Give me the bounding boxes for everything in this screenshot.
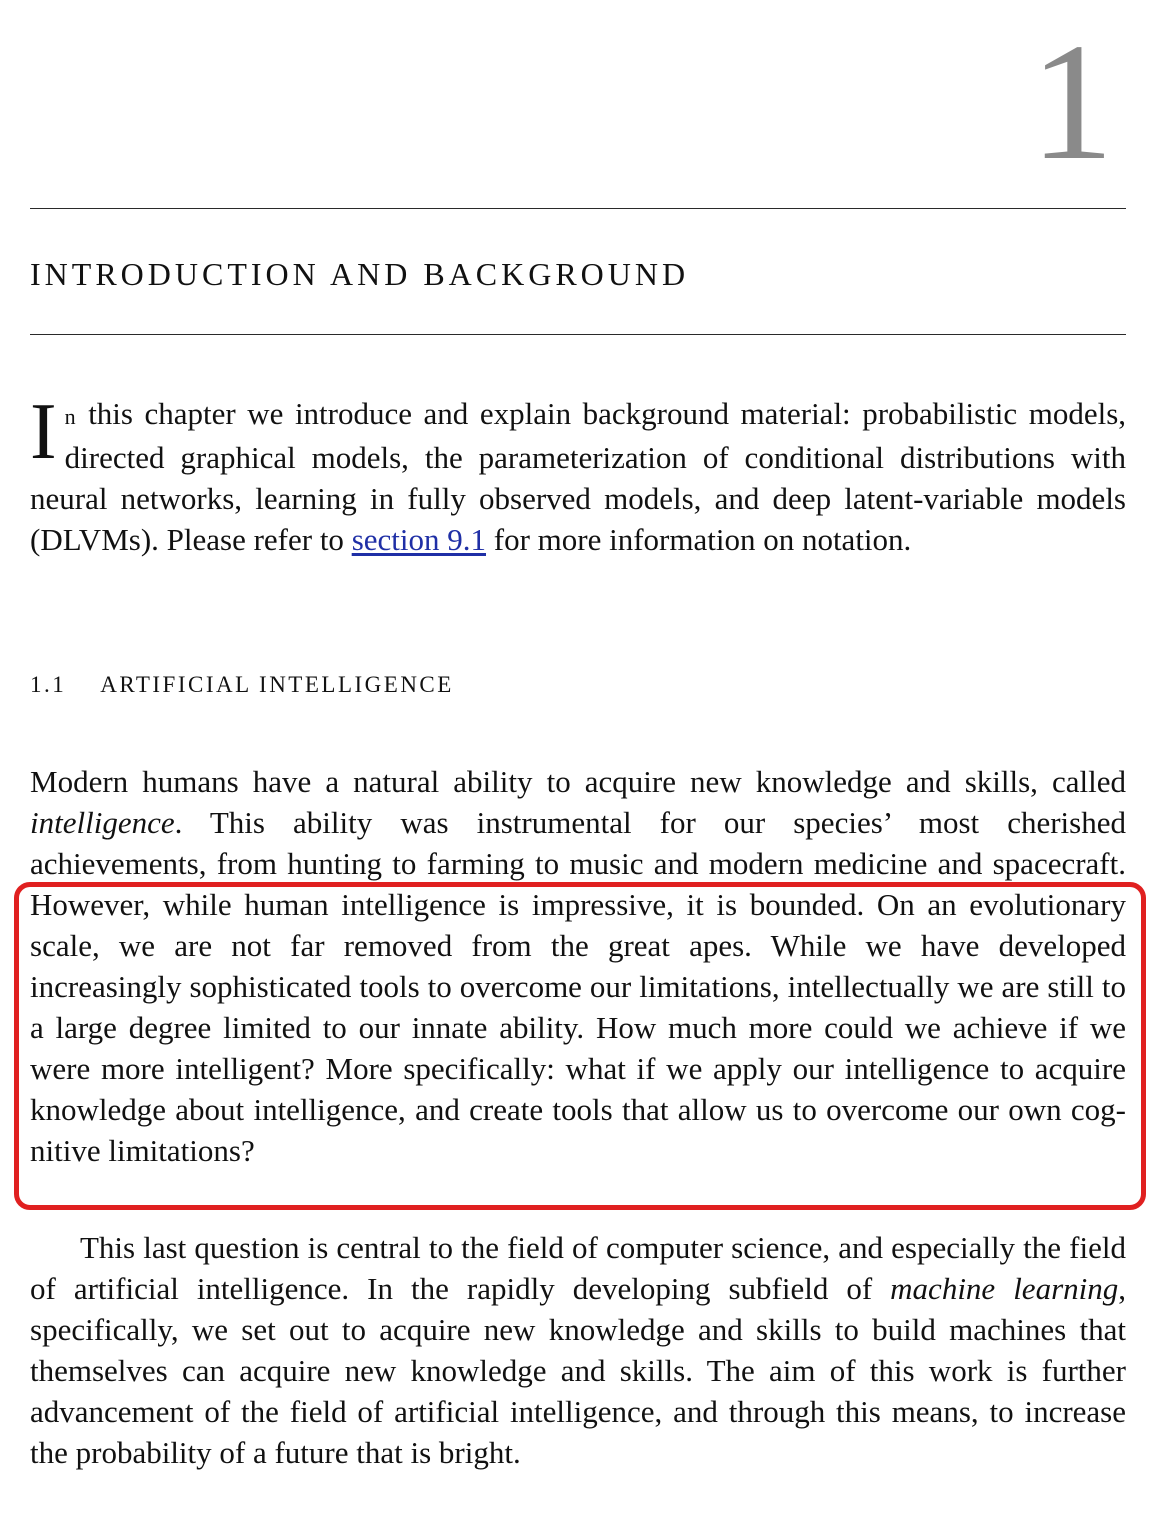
para1-italic-term: intelligence <box>30 805 175 840</box>
section-title: ARTIFICIAL INTELLIGENCE <box>100 672 454 697</box>
section-reference-link[interactable]: section 9.1 <box>351 522 486 557</box>
para2-text: This last question is central to the field of computer science, and especially the field of artificial intelligence. In the rapidly developing subfield of <box>30 1230 1126 1306</box>
section-heading <box>30 672 454 698</box>
drop-cap: I <box>30 388 57 476</box>
para2-italic-term: machine learning <box>890 1271 1119 1306</box>
section-number: 1.1 <box>30 672 67 697</box>
chapter-title: INTRODUCTION AND BACKGROUND <box>30 256 690 292</box>
para1-text-rest: . This ability was instrumental for our species’ most cherished achievements, from hunting to farming to music and modern medicine and spacecraft. However, while human intelligence is impressive, it is bounded. On an evolutionary scale, we are not far removed from the great apes. While we have developed increasingly sophisticated tools to overcome our limitations, intellectually we are still to a large degree limited to our innate ability. How much more could we achieve if we were more intelligent? More specifically: what if we apply our intelligence to acquire knowledge about intelligence, and create tools that allow us to overcome our own cognitive limitations? <box>30 805 1126 1168</box>
intro-text: this chapter we introduce and explain background material: probabilistic models, directed graphical models, the parameterization of conditional distributions with neural networks, learning in fully observed models, and deep latent-variable models (DLVMs). Please refer to <box>30 396 1127 557</box>
top-rule <box>30 208 1126 209</box>
chapter-number: 1 <box>1030 9 1114 195</box>
drop-cap-continuation: n <box>64 404 77 429</box>
para2-text-rest: , specifically, we set out to acquire new knowledge and skills to build machines that themselves can acquire new knowledge and skills. The aim of this work is further advancement of the field of artificial intelligence, and through this means, to increase the probability of a future that is bright. <box>30 1271 1126 1470</box>
intro-paragraph <box>30 388 1127 560</box>
para1-text: Modern humans have a natural ability to acquire new knowledge and skills, called <box>30 764 1126 799</box>
body-paragraph-2 <box>30 1227 1126 1473</box>
bottom-rule <box>30 334 1126 335</box>
highlight-annotation-box <box>14 882 1146 1210</box>
intro-text-end: for more information on notation. <box>493 522 912 557</box>
